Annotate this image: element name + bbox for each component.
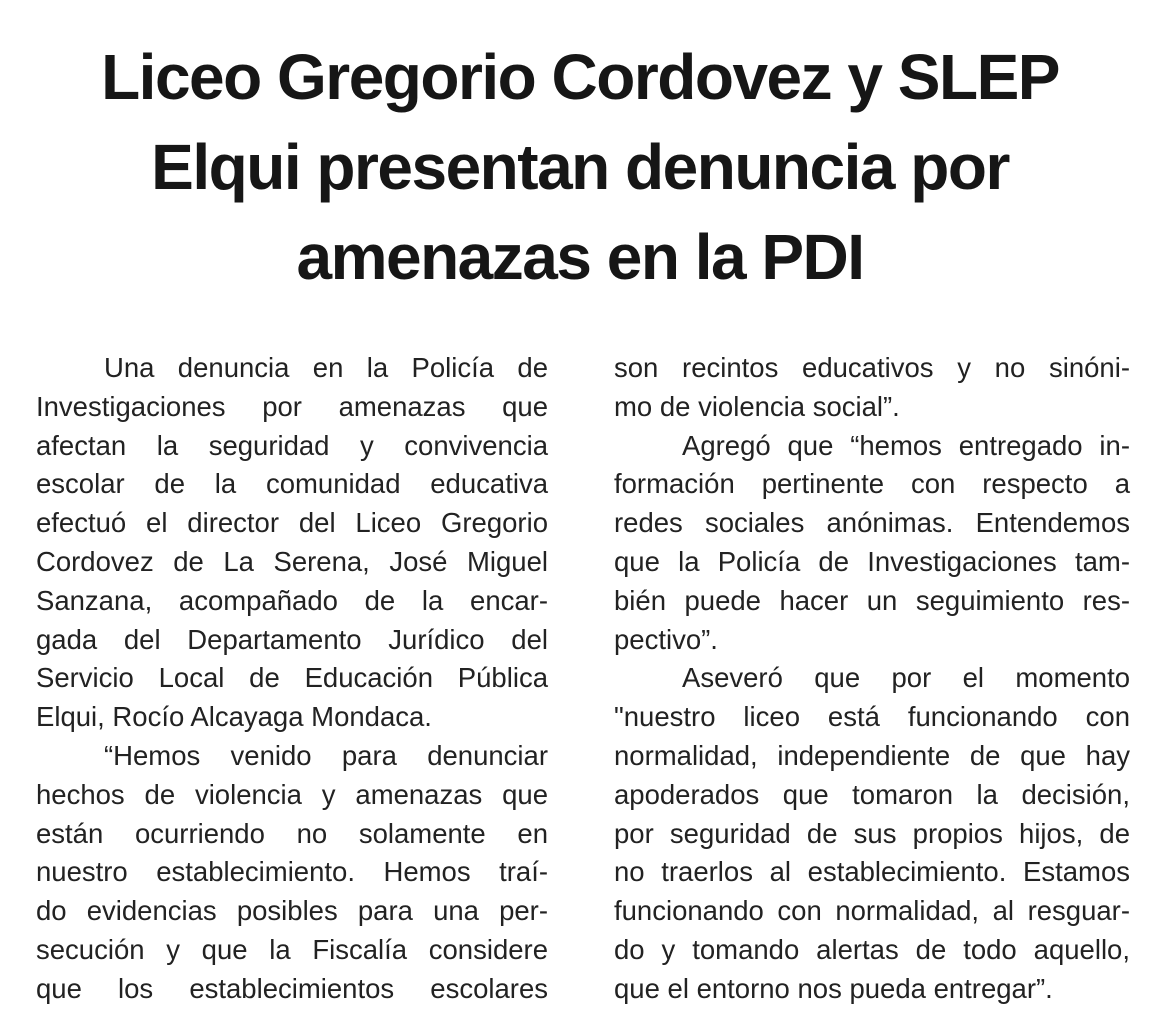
article-line: “Hemos venido para denunciar <box>104 739 548 771</box>
article-line: gada del Departamento Jurídico del <box>36 623 548 655</box>
article-line: que la Policía de Investigaciones tam- <box>614 545 1130 577</box>
article-line: Cordovez de La Serena, José Miguel <box>36 545 548 577</box>
article-line: efectuó el director del Liceo Gregorio <box>36 507 548 539</box>
article-line: Aseveró que por el momento <box>682 662 1130 694</box>
article-line: normalidad, independiente de que hay <box>614 739 1130 771</box>
article-line: mo de violencia social”. <box>614 390 900 422</box>
article-column-right <box>614 349 1130 1009</box>
article-line: afectan la seguridad y convivencia <box>36 429 548 461</box>
article-line: "nuestro liceo está funcionando con <box>614 701 1130 733</box>
article-line: apoderados que tomaron la decisión, <box>614 778 1130 810</box>
article-line: pectivo”. <box>614 623 718 655</box>
article-line: Elqui, Rocío Alcayaga Mondaca. <box>36 701 432 733</box>
article-line: por seguridad de sus propios hijos, de <box>614 817 1130 849</box>
article-line: Servicio Local de Educación Pública <box>36 662 548 694</box>
article-line: Sanzana, acompañado de la encar- <box>36 584 548 616</box>
article-line: funcionando con normalidad, al resguar- <box>614 895 1130 927</box>
article-line: formación pertinente con respecto a <box>614 468 1130 500</box>
article-line: redes sociales anónimas. Entendemos <box>614 507 1130 539</box>
article-line: do y tomando alertas de todo aquello, <box>614 933 1130 965</box>
article-line: son recintos educativos y no sinóni- <box>614 352 1130 383</box>
article-line: hechos de violencia y amenazas que <box>36 778 548 810</box>
article-line: que los establecimientos escolares <box>36 972 548 1004</box>
article-line: do evidencias posibles para una per- <box>36 895 548 927</box>
article-line: Investigaciones por amenazas que <box>36 390 548 422</box>
article-line: nuestro establecimiento. Hemos traí- <box>36 856 548 888</box>
article-line: Agregó que “hemos entregado in- <box>682 429 1130 461</box>
article-line: no traerlos al establecimiento. Estamos <box>614 856 1130 888</box>
article-column-left <box>36 349 548 1009</box>
article-line: que el entorno nos pueda entregar”. <box>614 972 1053 1004</box>
headline-line: amenazas en la PDI <box>296 221 864 293</box>
article-line: están ocurriendo no solamente en <box>36 817 548 849</box>
headline-line: Liceo Gregorio Cordovez y SLEP <box>101 41 1059 113</box>
article-line: escolar de la comunidad educativa <box>36 468 548 500</box>
article-line: secución y que la Fiscalía considere <box>36 933 548 965</box>
article-line: bién puede hacer un seguimiento res- <box>614 584 1130 616</box>
headline <box>20 32 1140 302</box>
article-line: Una denuncia en la Policía de <box>104 352 548 383</box>
headline-line: Elqui presentan denuncia por <box>151 131 1009 203</box>
